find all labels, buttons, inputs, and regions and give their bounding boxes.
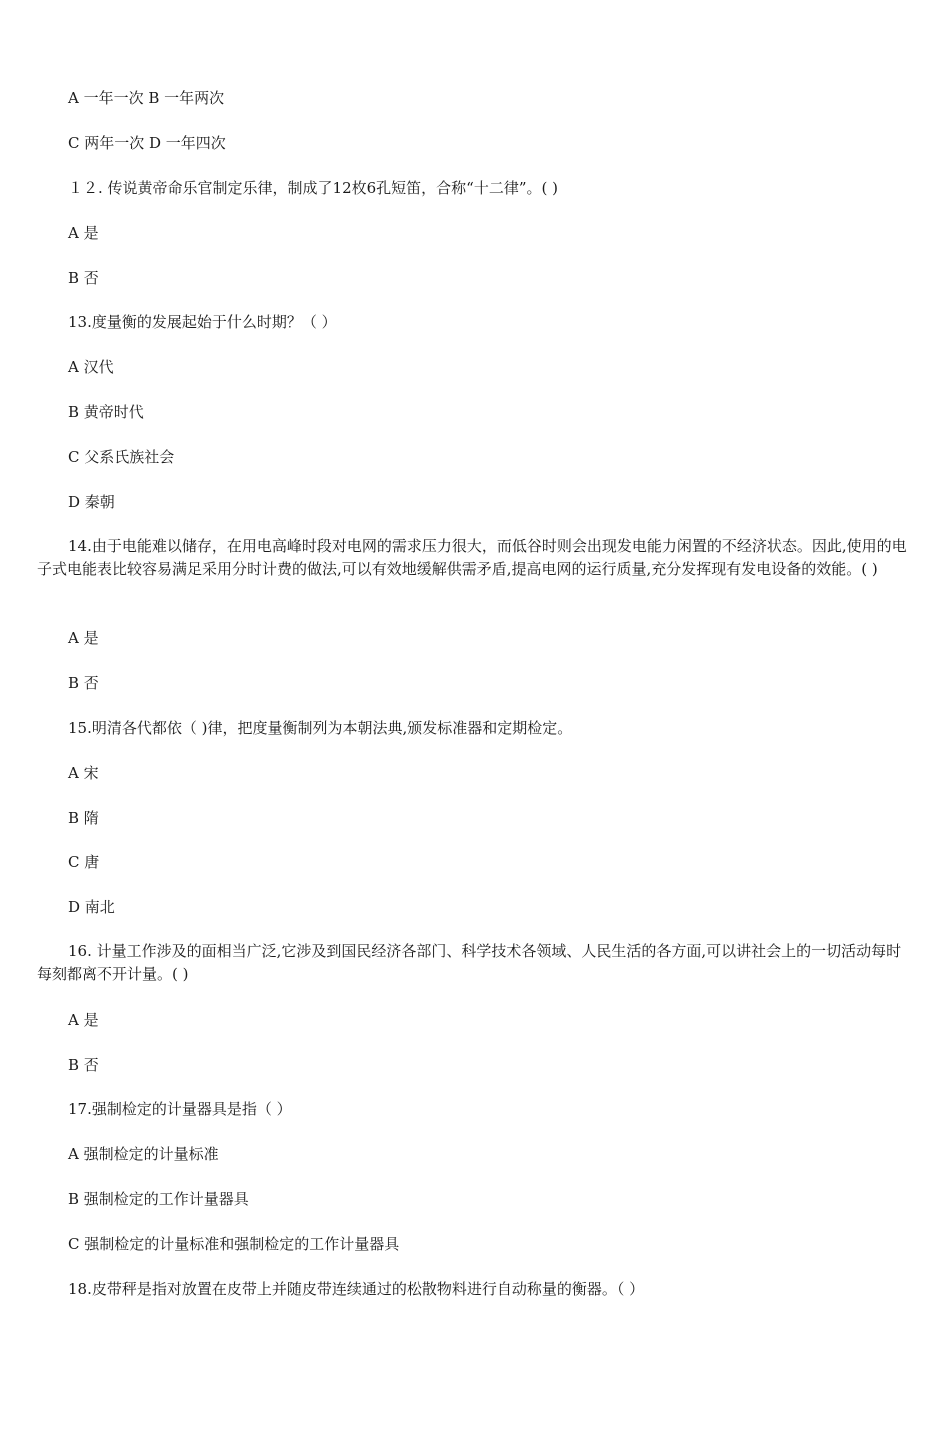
q17-option-b: B 强制检定的工作计量器具 <box>68 1190 249 1208</box>
q13-option-c: C 父系氏族社会 <box>68 448 175 466</box>
q15-option-a: A 宋 <box>68 764 99 782</box>
q17-option-c: C 强制检定的计量标准和强制检定的工作计量器具 <box>68 1235 400 1253</box>
q12-option-b: B 否 <box>68 269 99 287</box>
question-14: 14.由于电能难以储存，在用电高峰时段对电网的需求压力很大，而低谷时则会出现发电能力闲置的不经济状态。因此,使用的电子式电能表比较容易满足采用分时计费的做法,可以有效地缓解供需矛盾,提高电网的运行质量,充分发挥现有发电设备的效能。( ) <box>37 537 907 578</box>
q13-option-d: D 秦朝 <box>68 493 115 511</box>
q15-option-d: D 南北 <box>68 898 115 916</box>
q15-option-b: B 隋 <box>68 809 99 827</box>
question-12: １２. 传说黄帝命乐官制定乐律，制成了12枚6孔短笛，合称“十二律”。( ) <box>68 179 558 197</box>
question-18: 18.皮带秤是指对放置在皮带上并随皮带连续通过的松散物料进行自动称量的衡器。（ ） <box>68 1280 645 1298</box>
q14-option-a: A 是 <box>68 629 99 647</box>
question-13: 13.度量衡的发展起始于什么时期？（ ） <box>68 313 337 331</box>
q11-options-cd: C 两年一次 D 一年四次 <box>68 134 226 152</box>
q14-option-b: B 否 <box>68 674 99 692</box>
question-15: 15.明清各代都依（ )律，把度量衡制列为本朝法典,颁发标准器和定期检定。 <box>68 719 573 737</box>
q17-option-a: A 强制检定的计量标准 <box>68 1145 219 1163</box>
q11-options-ab: A 一年一次 B 一年两次 <box>68 89 225 107</box>
question-16: 16. 计量工作涉及的面相当广泛,它涉及到国民经济各部门、科学技术各领域、人民生活的各方面,可以讲社会上的一切活动每时每刻都离不开计量。( ) <box>37 942 902 983</box>
q13-option-b: B 黄帝时代 <box>68 403 144 421</box>
question-17: 17.强制检定的计量器具是指（ ） <box>68 1100 292 1118</box>
q16-option-a: A 是 <box>68 1011 99 1029</box>
q16-option-b: B 否 <box>68 1056 99 1074</box>
q13-option-a: A 汉代 <box>68 358 114 376</box>
q12-option-a: A 是 <box>68 224 99 242</box>
q15-option-c: C 唐 <box>68 853 100 871</box>
